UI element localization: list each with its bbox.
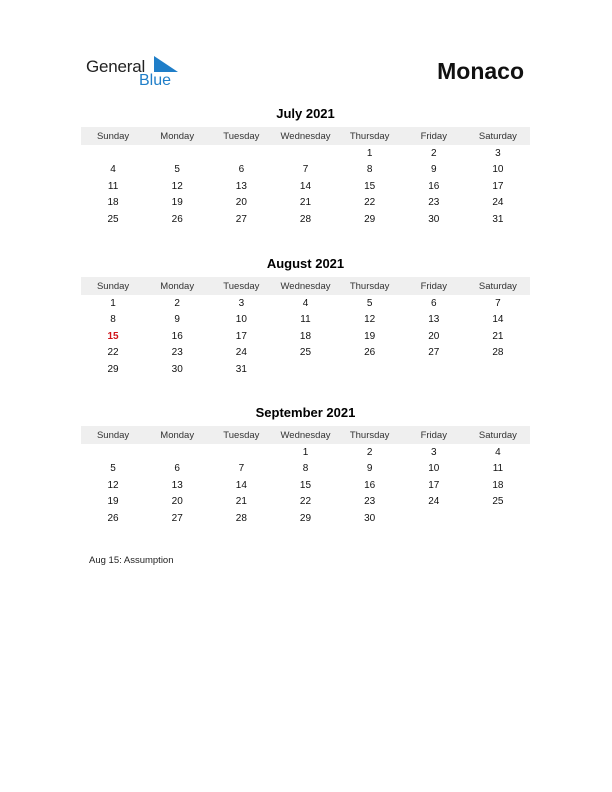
weekday-header: Tuesday bbox=[209, 426, 273, 444]
day-cell: 25 bbox=[299, 347, 312, 359]
day-cell: 4 bbox=[495, 446, 501, 458]
day-cell: 30 bbox=[428, 213, 440, 225]
day-cell: 27 bbox=[235, 213, 247, 225]
day-cell: 30 bbox=[171, 363, 183, 375]
day-cell bbox=[209, 145, 273, 162]
day-cell: 25 bbox=[492, 496, 504, 508]
day-cell bbox=[273, 145, 337, 162]
day-cell bbox=[145, 444, 209, 461]
week-row bbox=[81, 477, 530, 494]
week-row bbox=[81, 461, 530, 478]
day-cell: 8 bbox=[302, 463, 309, 475]
day-cell: 28 bbox=[492, 347, 504, 359]
day-cell: 23 bbox=[428, 197, 440, 209]
day-cell: 25 bbox=[107, 213, 119, 225]
weekday-header: Saturday bbox=[466, 426, 530, 444]
day-cell: 1 bbox=[302, 446, 309, 458]
week-row bbox=[81, 145, 530, 162]
day-cell: 5 bbox=[174, 164, 180, 176]
day-cell: 31 bbox=[492, 213, 504, 225]
day-cell: 26 bbox=[107, 512, 119, 524]
weekday-header: Friday bbox=[402, 277, 466, 295]
weekday-header: Thursday bbox=[338, 277, 402, 295]
day-cell: 13 bbox=[171, 479, 183, 491]
day-cell: 5 bbox=[366, 297, 373, 309]
day-cell: 10 bbox=[428, 463, 440, 475]
day-cell: 9 bbox=[430, 164, 437, 176]
day-cell bbox=[273, 361, 337, 378]
calendar-grid bbox=[81, 426, 530, 527]
logo-triangle-icon bbox=[154, 56, 178, 72]
week-row bbox=[81, 211, 530, 228]
day-cell: 8 bbox=[110, 314, 116, 326]
day-cell: 7 bbox=[302, 164, 309, 176]
day-cell: 29 bbox=[299, 512, 312, 524]
day-cell: 5 bbox=[110, 463, 116, 475]
weekday-header: Monday bbox=[145, 426, 209, 444]
weekday-header: Thursday bbox=[338, 127, 402, 145]
month-title: August 2021 bbox=[266, 256, 345, 271]
day-cell: 18 bbox=[492, 479, 504, 491]
day-cell: 1 bbox=[366, 147, 373, 159]
day-cell: 19 bbox=[107, 496, 119, 508]
day-cell: 20 bbox=[235, 197, 247, 209]
day-cell bbox=[338, 361, 402, 378]
day-cell: 30 bbox=[364, 512, 376, 524]
day-cell bbox=[145, 145, 209, 162]
day-cell: 14 bbox=[235, 479, 247, 491]
month-title: July 2021 bbox=[276, 106, 335, 121]
day-cell: 7 bbox=[495, 297, 501, 309]
day-cell: 23 bbox=[171, 347, 183, 359]
day-cell: 26 bbox=[364, 347, 376, 359]
weekday-header: Sunday bbox=[81, 277, 145, 295]
day-cell bbox=[402, 510, 466, 527]
week-row bbox=[81, 345, 530, 362]
day-cell bbox=[466, 361, 530, 378]
day-cell: 29 bbox=[364, 213, 376, 225]
month-calendar-september bbox=[81, 404, 530, 527]
weekday-header: Wednesday bbox=[273, 277, 337, 295]
week-row bbox=[81, 195, 530, 212]
week-row bbox=[81, 295, 530, 312]
day-cell: 31 bbox=[235, 363, 247, 375]
day-cell: 3 bbox=[430, 446, 437, 458]
day-cell: 14 bbox=[492, 314, 504, 326]
calendar-grid bbox=[81, 277, 530, 378]
day-cell: 11 bbox=[492, 463, 504, 475]
day-cell: 22 bbox=[107, 347, 119, 359]
day-cell: 7 bbox=[238, 463, 245, 475]
day-cell: 23 bbox=[364, 496, 376, 508]
month-title: September 2021 bbox=[255, 405, 356, 420]
day-cell: 9 bbox=[366, 463, 373, 475]
day-cell: 3 bbox=[238, 297, 245, 309]
general-blue-logo bbox=[86, 55, 186, 95]
holiday-day-cell: 15 bbox=[107, 330, 119, 342]
weekday-header: Wednesday bbox=[273, 426, 337, 444]
day-cell: 10 bbox=[235, 314, 247, 326]
weekday-header-row bbox=[81, 277, 530, 295]
day-cell: 12 bbox=[107, 479, 119, 491]
day-cell: 19 bbox=[171, 197, 183, 209]
day-cell: 20 bbox=[171, 496, 183, 508]
day-cell bbox=[402, 361, 466, 378]
weekday-header-row bbox=[81, 127, 530, 145]
day-cell: 22 bbox=[364, 197, 376, 209]
day-cell: 15 bbox=[299, 479, 312, 491]
week-row bbox=[81, 444, 530, 461]
week-row bbox=[81, 328, 530, 345]
weekday-header: Saturday bbox=[466, 277, 530, 295]
day-cell bbox=[81, 444, 145, 461]
weekday-header: Saturday bbox=[466, 127, 530, 145]
day-cell: 6 bbox=[430, 297, 437, 309]
day-cell: 21 bbox=[235, 496, 247, 508]
day-cell: 2 bbox=[366, 446, 373, 458]
country-title: Monaco bbox=[437, 58, 524, 84]
weekday-header: Monday bbox=[145, 277, 209, 295]
day-cell: 22 bbox=[299, 496, 312, 508]
weekday-header: Tuesday bbox=[209, 277, 273, 295]
week-row bbox=[81, 162, 530, 179]
day-cell: 6 bbox=[238, 164, 245, 176]
day-cell: 11 bbox=[107, 180, 119, 192]
holiday-note: Aug 15: Assumption bbox=[89, 555, 174, 566]
day-cell: 9 bbox=[174, 314, 180, 326]
weekday-header: Sunday bbox=[81, 426, 145, 444]
weekday-header: Thursday bbox=[338, 426, 402, 444]
day-cell: 6 bbox=[174, 463, 180, 475]
day-cell: 24 bbox=[235, 347, 247, 359]
day-cell: 4 bbox=[110, 164, 116, 176]
day-cell: 18 bbox=[299, 330, 312, 342]
week-row bbox=[81, 361, 530, 378]
month-calendar-july bbox=[81, 105, 530, 228]
day-cell bbox=[209, 444, 273, 461]
week-row bbox=[81, 312, 530, 329]
week-row bbox=[81, 510, 530, 527]
weekday-header: Friday bbox=[402, 127, 466, 145]
day-cell: 10 bbox=[492, 164, 504, 176]
day-cell: 2 bbox=[174, 297, 180, 309]
weekday-header-row bbox=[81, 426, 530, 444]
logo-word-general: General bbox=[86, 57, 146, 76]
calendar-grid bbox=[81, 127, 530, 228]
day-cell: 8 bbox=[366, 164, 373, 176]
day-cell: 24 bbox=[428, 496, 440, 508]
day-cell: 13 bbox=[428, 314, 440, 326]
day-cell: 16 bbox=[428, 180, 440, 192]
day-cell: 27 bbox=[428, 347, 440, 359]
day-cell: 21 bbox=[492, 330, 504, 342]
day-cell: 29 bbox=[107, 363, 119, 375]
day-cell: 13 bbox=[235, 180, 247, 192]
day-cell: 3 bbox=[495, 147, 501, 159]
day-cell: 2 bbox=[430, 147, 437, 159]
day-cell: 17 bbox=[492, 180, 504, 192]
weekday-header: Sunday bbox=[81, 127, 145, 145]
day-cell: 1 bbox=[110, 297, 116, 309]
day-cell: 28 bbox=[235, 512, 247, 524]
logo-word-blue: Blue bbox=[139, 72, 172, 89]
day-cell: 18 bbox=[107, 197, 119, 209]
weekday-header: Tuesday bbox=[209, 127, 273, 145]
day-cell: 26 bbox=[171, 213, 183, 225]
day-cell: 24 bbox=[492, 197, 504, 209]
day-cell: 12 bbox=[364, 314, 376, 326]
day-cell: 21 bbox=[299, 197, 312, 209]
day-cell: 16 bbox=[364, 479, 376, 491]
day-cell: 4 bbox=[302, 297, 309, 309]
weekday-header: Monday bbox=[145, 127, 209, 145]
week-row bbox=[81, 178, 530, 195]
week-row bbox=[81, 494, 530, 511]
day-cell: 17 bbox=[428, 479, 440, 491]
day-cell: 15 bbox=[364, 180, 376, 192]
day-cell: 12 bbox=[171, 180, 183, 192]
weekday-header: Wednesday bbox=[273, 127, 337, 145]
day-cell: 27 bbox=[171, 512, 183, 524]
day-cell: 28 bbox=[299, 213, 312, 225]
day-cell: 11 bbox=[300, 314, 311, 326]
day-cell: 17 bbox=[235, 330, 247, 342]
month-calendar-august bbox=[81, 255, 530, 378]
day-cell: 20 bbox=[428, 330, 440, 342]
day-cell: 14 bbox=[299, 180, 312, 192]
day-cell bbox=[466, 510, 530, 527]
day-cell: 19 bbox=[364, 330, 376, 342]
day-cell: 16 bbox=[171, 330, 183, 342]
weekday-header: Friday bbox=[402, 426, 466, 444]
day-cell bbox=[81, 145, 145, 162]
